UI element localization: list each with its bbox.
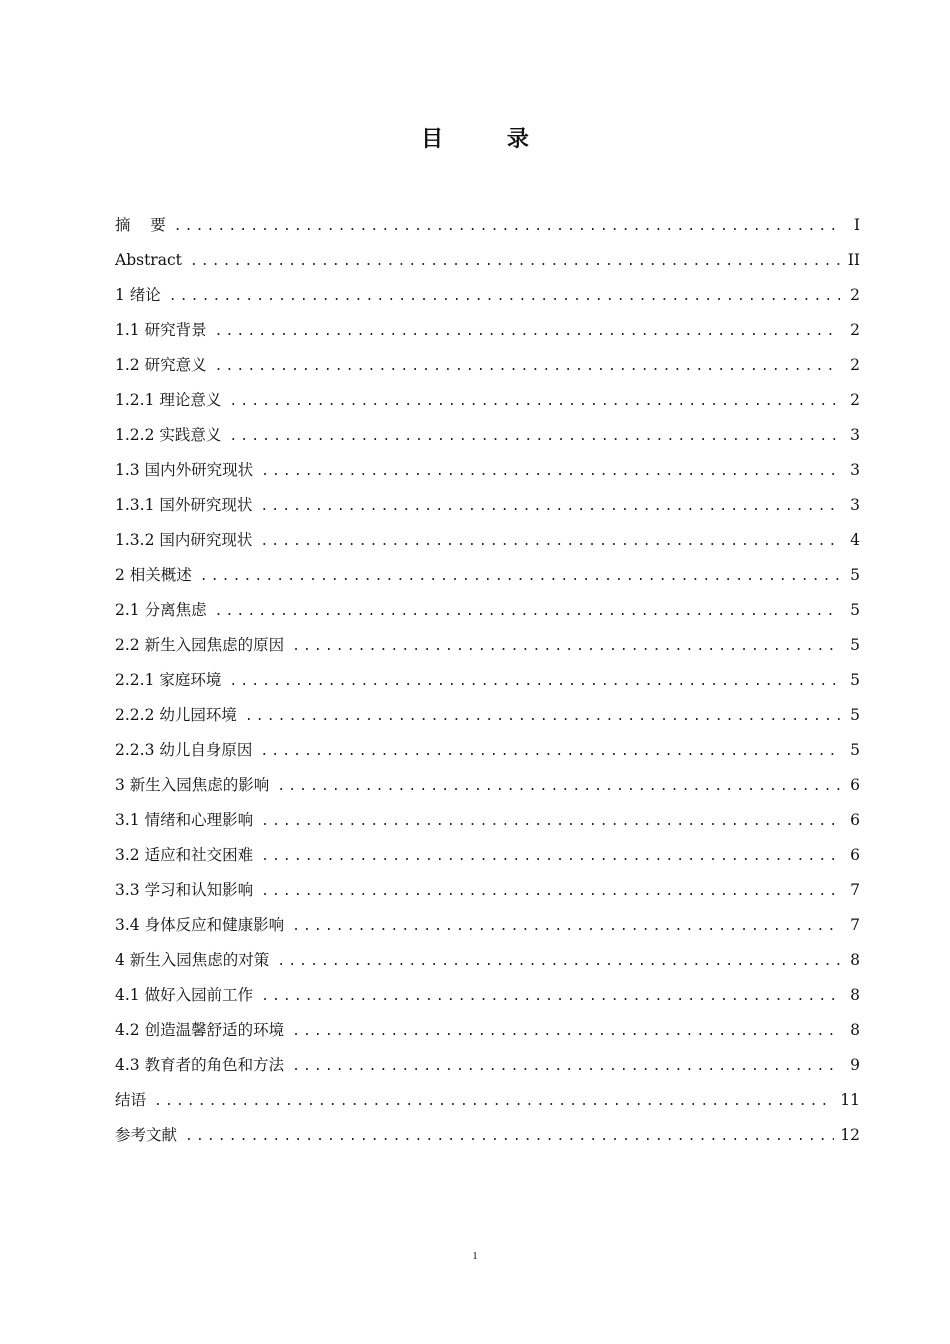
toc-entry-label: 2.2.1 家庭环境 bbox=[115, 671, 222, 689]
toc-entry-page-number: I bbox=[853, 216, 860, 234]
toc-entry-page-number: 8 bbox=[850, 1021, 860, 1039]
toc-entry-page-number: 8 bbox=[850, 951, 860, 969]
toc-dot-leader bbox=[260, 524, 840, 559]
toc-entry[interactable] bbox=[115, 488, 860, 523]
toc-entry-page-number: 3 bbox=[850, 426, 860, 444]
toc-entry-label: 2.1 分离焦虑 bbox=[115, 601, 207, 619]
toc-entry-page-number: 2 bbox=[850, 356, 860, 374]
toc-entry-label: 1.3 国内外研究现状 bbox=[115, 461, 254, 479]
footer-page-number: 1 bbox=[472, 1250, 478, 1262]
toc-dot-leader bbox=[277, 944, 840, 979]
toc-entry-label: 1.2.2 实践意义 bbox=[115, 426, 222, 444]
toc-dot-leader bbox=[154, 1084, 834, 1119]
toc-entry-page-number: 6 bbox=[850, 846, 860, 864]
toc-entry-page-number: 5 bbox=[850, 636, 860, 654]
toc-entry[interactable] bbox=[115, 698, 860, 733]
toc-dot-leader bbox=[229, 664, 840, 699]
toc-entry[interactable] bbox=[115, 313, 860, 348]
table-of-contents bbox=[115, 208, 860, 1153]
toc-entry[interactable] bbox=[115, 873, 860, 908]
toc-entry[interactable] bbox=[115, 628, 860, 663]
toc-entry-page-number: 5 bbox=[850, 566, 860, 584]
toc-dot-leader bbox=[260, 734, 840, 769]
toc-entry-page-number: 7 bbox=[850, 916, 860, 934]
toc-entry-label: 2.2 新生入园焦虑的原因 bbox=[115, 636, 285, 654]
toc-dot-leader bbox=[261, 804, 840, 839]
toc-entry-label: 4.3 教育者的角色和方法 bbox=[115, 1056, 285, 1074]
toc-entry[interactable] bbox=[115, 908, 860, 943]
toc-entry[interactable] bbox=[115, 803, 860, 838]
toc-entry-label: 3.2 适应和社交困难 bbox=[115, 846, 254, 864]
toc-dot-leader bbox=[292, 1049, 840, 1084]
page-title: 目 录 bbox=[421, 127, 557, 152]
toc-entry-page-number: 5 bbox=[850, 706, 860, 724]
toc-entry-page-number: 9 bbox=[850, 1056, 860, 1074]
toc-entry-label: 1 绪论 bbox=[115, 286, 161, 304]
toc-dot-leader bbox=[292, 629, 840, 664]
toc-entry-label: 4.2 创造温馨舒适的环境 bbox=[115, 1021, 285, 1039]
toc-entry-page-number: 2 bbox=[850, 321, 860, 339]
toc-entry-label: 1.2.1 理论意义 bbox=[115, 391, 222, 409]
toc-entry-page-number: 2 bbox=[850, 391, 860, 409]
toc-entry-page-number: II bbox=[847, 251, 860, 269]
toc-entry[interactable] bbox=[115, 558, 860, 593]
toc-dot-leader bbox=[185, 1119, 834, 1154]
toc-dot-leader bbox=[261, 874, 840, 909]
toc-dot-leader bbox=[215, 314, 840, 349]
toc-entry-page-number: 2 bbox=[850, 286, 860, 304]
toc-entry[interactable] bbox=[115, 943, 860, 978]
toc-dot-leader bbox=[200, 559, 840, 594]
toc-entry-label: 2 相关概述 bbox=[115, 566, 192, 584]
toc-dot-leader bbox=[190, 244, 840, 279]
toc-entry-label: 参考文献 bbox=[115, 1126, 178, 1144]
toc-entry-page-number: 12 bbox=[840, 1126, 860, 1144]
toc-dot-leader bbox=[261, 454, 840, 489]
toc-entry-page-number: 5 bbox=[850, 671, 860, 689]
toc-entry-page-number: 8 bbox=[850, 986, 860, 1004]
toc-entry-label: 4.1 做好入园前工作 bbox=[115, 986, 254, 1004]
toc-entry[interactable] bbox=[115, 348, 860, 383]
toc-entry-label: 2.2.3 幼儿自身原因 bbox=[115, 741, 253, 759]
toc-entry[interactable] bbox=[115, 768, 860, 803]
toc-entry-label: 3.3 学习和认知影响 bbox=[115, 881, 254, 899]
toc-dot-leader bbox=[292, 909, 840, 944]
toc-entry[interactable] bbox=[115, 1118, 860, 1153]
toc-entry-label: 1.2 研究意义 bbox=[115, 356, 207, 374]
toc-entry[interactable] bbox=[115, 663, 860, 698]
toc-entry-page-number: 6 bbox=[850, 776, 860, 794]
toc-entry[interactable] bbox=[115, 978, 860, 1013]
toc-entry-label: 4 新生入园焦虑的对策 bbox=[115, 951, 270, 969]
toc-entry-label: Abstract bbox=[115, 251, 182, 269]
toc-entry-page-number: 3 bbox=[850, 461, 860, 479]
toc-entry[interactable] bbox=[115, 1083, 860, 1118]
toc-entry[interactable] bbox=[115, 1048, 860, 1083]
toc-entry[interactable] bbox=[115, 278, 860, 313]
toc-entry-label: 1.3.2 国内研究现状 bbox=[115, 531, 253, 549]
toc-entry[interactable] bbox=[115, 593, 860, 628]
toc-dot-leader bbox=[261, 839, 840, 874]
toc-dot-leader bbox=[229, 384, 840, 419]
toc-entry-label: 2.2.2 幼儿园环境 bbox=[115, 706, 237, 724]
toc-dot-leader bbox=[260, 489, 840, 524]
toc-entry-label: 3 新生入园焦虑的影响 bbox=[115, 776, 270, 794]
toc-entry-page-number: 5 bbox=[850, 741, 860, 759]
toc-entry[interactable] bbox=[115, 523, 860, 558]
toc-entry[interactable] bbox=[115, 418, 860, 453]
toc-dot-leader bbox=[215, 349, 840, 384]
toc-entry-label: 结语 bbox=[115, 1091, 147, 1109]
toc-dot-leader bbox=[292, 1014, 840, 1049]
toc-dot-leader bbox=[229, 419, 840, 454]
toc-entry-page-number: 11 bbox=[840, 1091, 860, 1109]
toc-dot-leader bbox=[215, 594, 840, 629]
toc-entry-page-number: 6 bbox=[850, 811, 860, 829]
toc-dot-leader bbox=[261, 979, 840, 1014]
toc-dot-leader bbox=[169, 279, 840, 314]
toc-dot-leader bbox=[174, 209, 840, 244]
toc-entry[interactable] bbox=[115, 733, 860, 768]
toc-entry-page-number: 4 bbox=[850, 531, 860, 549]
toc-entry-label: 1.3.1 国外研究现状 bbox=[115, 496, 253, 514]
toc-entry-label: 3.1 情绪和心理影响 bbox=[115, 811, 254, 829]
toc-entry[interactable] bbox=[115, 208, 860, 243]
toc-entry-page-number: 3 bbox=[850, 496, 860, 514]
toc-entry[interactable] bbox=[115, 383, 860, 418]
toc-entry-label: 3.4 身体反应和健康影响 bbox=[115, 916, 285, 934]
toc-entry[interactable] bbox=[115, 453, 860, 488]
toc-entry[interactable] bbox=[115, 243, 860, 278]
toc-entry-page-number: 5 bbox=[850, 601, 860, 619]
toc-dot-leader bbox=[277, 769, 840, 804]
toc-entry-label: 1.1 研究背景 bbox=[115, 321, 207, 339]
toc-dot-leader bbox=[245, 699, 840, 734]
toc-entry[interactable] bbox=[115, 838, 860, 873]
toc-entry[interactable] bbox=[115, 1013, 860, 1048]
toc-entry-label: 摘 要 bbox=[115, 216, 166, 234]
toc-entry-page-number: 7 bbox=[850, 881, 860, 899]
